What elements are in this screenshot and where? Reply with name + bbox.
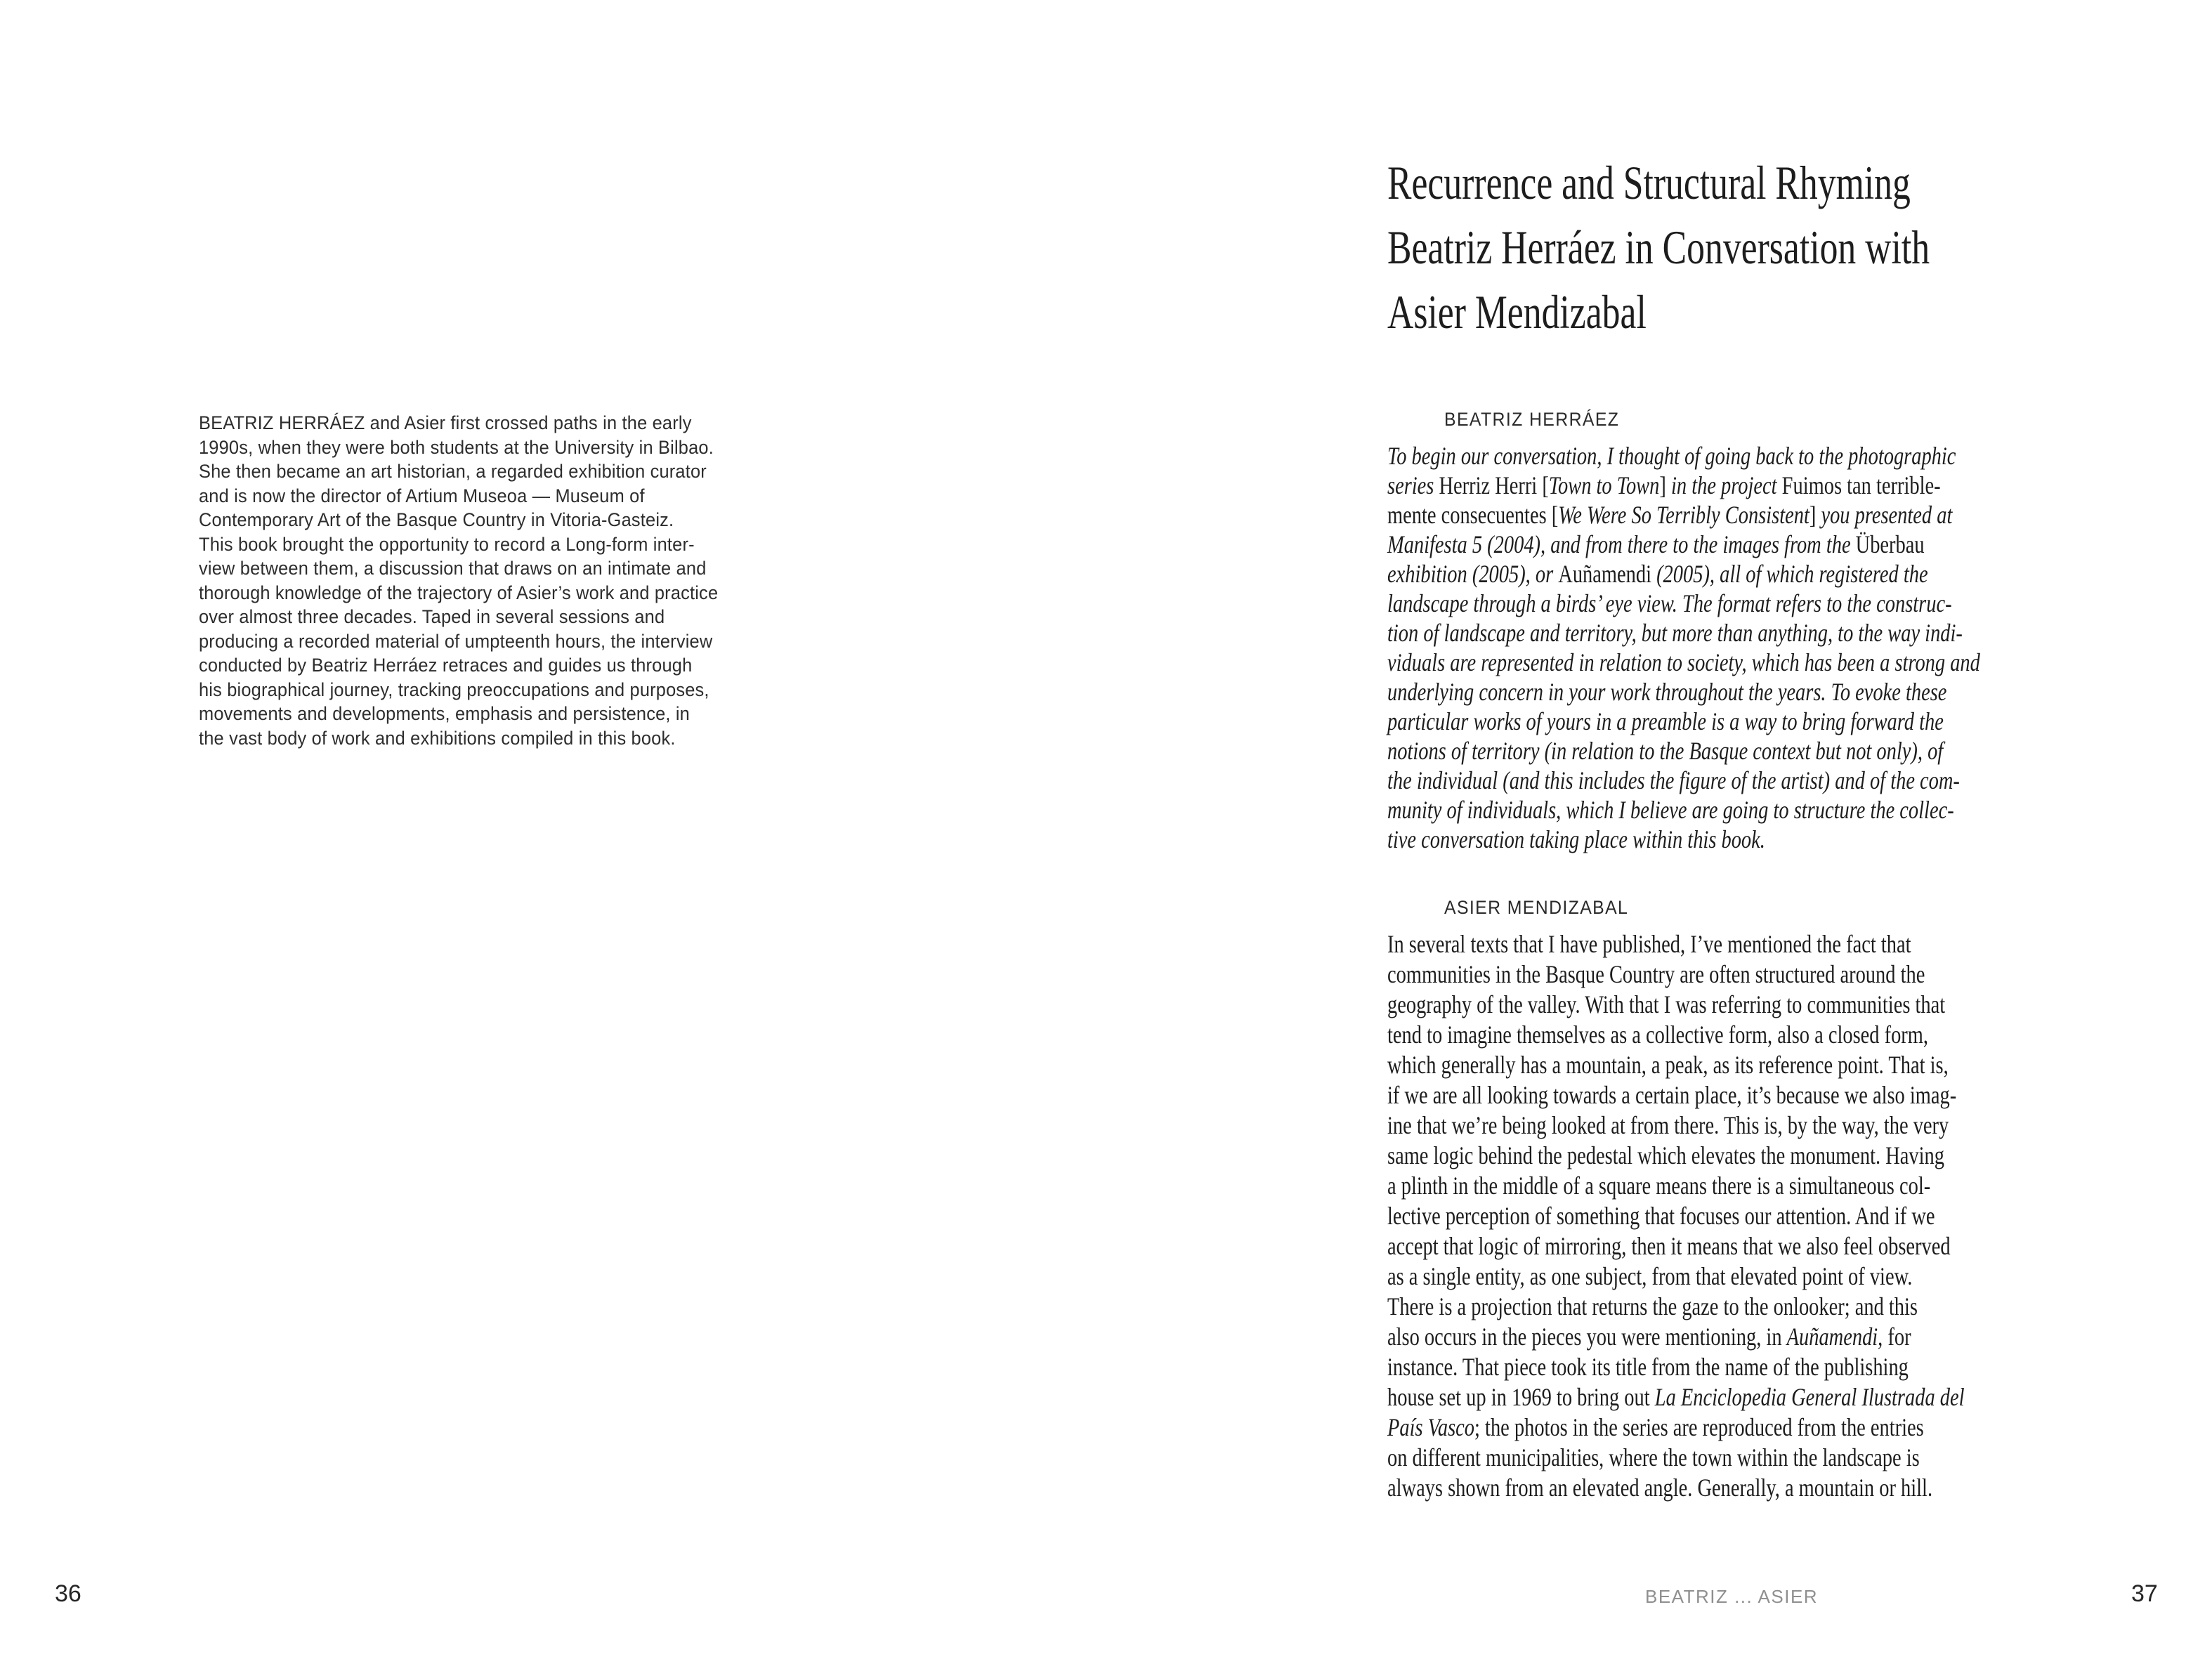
text-segment: La Enciclopedia General Ilustrada del — [1654, 1383, 1965, 1411]
text-line — [1387, 707, 1980, 736]
text-segment: lective perception of something that focuses our attention. And if we — [1387, 1202, 1935, 1230]
text-line: thorough knowledge of the trajectory of Asier’s work and practice — [199, 582, 719, 603]
text-segment: (2005), all of which registered the — [1656, 560, 1928, 588]
text-segment: the individual (and this includes the figure of the artist) and of the com- — [1387, 766, 1960, 794]
text-segment: Herriz Herri [ — [1439, 471, 1549, 499]
text-segment: tion of landscape and territory, but more than anything, to the way indi- — [1387, 619, 1963, 647]
text-segment: ] — [1659, 471, 1671, 499]
text-line — [1387, 648, 1980, 677]
text-line: conducted by Beatriz Herráez retraces and guides us through — [199, 655, 693, 676]
text-segment: you presented at — [1821, 501, 1953, 529]
text-line: Contemporary Art of the Basque Country in Vitoria-Gasteiz. — [199, 509, 674, 530]
page-number-left: 36 — [55, 1580, 81, 1607]
text-segment: ine that we’re being looked at from there. This is, by the way, the very — [1387, 1111, 1949, 1139]
text-segment: if we are all looking towards a certain place, it’s because we also imag- — [1387, 1081, 1957, 1109]
text-segment: particular works of yours in a preamble is a way to bring forward the — [1387, 707, 1944, 735]
text-line — [1387, 795, 1980, 825]
text-line — [1387, 1080, 1965, 1110]
text-segment: instance. That piece took its title from the name of the publishing — [1387, 1353, 1909, 1381]
text-line — [1387, 1171, 1965, 1201]
text-segment: for — [1883, 1323, 1911, 1351]
text-segment: ] — [1809, 501, 1821, 529]
text-line: Asier Mendizabal — [1387, 285, 1647, 339]
text-line — [1387, 471, 1980, 500]
text-line: 1990s, when they were both students at the University in Bilbao. — [199, 436, 714, 458]
text-segment: in the project — [1670, 471, 1782, 499]
text-line — [1387, 990, 1965, 1020]
text-segment: mente consecuentes [ — [1387, 501, 1559, 529]
text-segment: viduals are represented in relation to society, which has been a strong and — [1387, 648, 1980, 676]
text-line — [1387, 500, 1980, 530]
text-line: producing a recorded material of umpteenth hours, the interview — [199, 630, 713, 652]
text-segment: geography of the valley. With that I was referring to communities that — [1387, 990, 1946, 1018]
text-segment: munity of individuals, which I believe are going to structure the collec- — [1387, 796, 1954, 824]
text-segment: which generally has a mountain, a peak, as its reference point. That is, — [1387, 1051, 1949, 1079]
text-segment: underlying concern in your work throughout the years. To evoke these — [1387, 678, 1947, 706]
text-segment: Manifesta 5 (2004), and from there to the images from the — [1387, 530, 1856, 558]
speaker-label-asier: ASIER MENDIZABAL — [1444, 897, 1629, 918]
text-segment: We Were So Terribly Consistent — [1558, 501, 1809, 529]
text-segment: Auñamendi — [1558, 560, 1657, 588]
text-line — [1387, 1292, 1965, 1322]
text-line — [1387, 1141, 1965, 1171]
text-line — [1387, 618, 1980, 648]
text-line: his biographical journey, tracking preoccupations and purposes, — [199, 678, 709, 700]
text-segment: tive conversation taking place within this book. — [1387, 825, 1765, 853]
speaker-label-beatriz: BEATRIZ HERRÁEZ — [1444, 409, 1620, 430]
text-line — [1387, 1352, 1965, 1382]
text-segment: There is a projection that returns the gaze to the onlooker; and this — [1387, 1292, 1918, 1320]
text-line: and is now the director of Artium Museoa — Museum of — [199, 485, 645, 506]
text-line — [1387, 766, 1980, 795]
running-title: BEATRIZ ... ASIER — [1645, 1586, 1819, 1607]
text-line — [1387, 677, 1980, 707]
text-segment: notions of territory (in relation to the Basque context but not only), of — [1387, 737, 1944, 765]
text-segment: Überbau — [1855, 530, 1925, 558]
text-line: BEATRIZ HERRÁEZ and Asier first crossed paths in the early — [199, 412, 692, 433]
text-segment: as a single entity, as one subject, from that elevated point of view. — [1387, 1262, 1913, 1290]
text-segment: same logic behind the pedestal which elevates the monument. Having — [1387, 1141, 1944, 1169]
text-line: This book brought the opportunity to record a Long-form inter- — [199, 533, 695, 555]
text-line: Beatriz Herráez in Conversation with — [1387, 221, 1930, 274]
text-segment: also occurs in the pieces you were mentioning, in — [1387, 1323, 1787, 1351]
dialogue-paragraph-beatriz — [1387, 441, 1980, 854]
text-line — [1387, 1050, 1965, 1080]
text-line: the vast body of work and exhibitions compiled in this book. — [199, 727, 676, 749]
text-segment: a plinth in the middle of a square means there is a simultaneous col- — [1387, 1172, 1931, 1200]
text-segment: communities in the Basque Country are often structured around the — [1387, 960, 1925, 988]
text-line — [1387, 1110, 1965, 1141]
text-line: view between them, a discussion that draws on an intimate and — [199, 558, 707, 579]
text-line — [1387, 1473, 1965, 1503]
chapter-title — [1387, 150, 1930, 344]
text-segment: always shown from an elevated angle. Generally, a mountain or hill. — [1387, 1474, 1933, 1502]
text-line: movements and developments, emphasis and persistence, in — [199, 703, 690, 724]
text-line — [1387, 1020, 1965, 1050]
text-segment: exhibition (2005), or — [1387, 560, 1559, 588]
text-line — [1387, 959, 1965, 990]
text-line — [1387, 589, 1980, 618]
text-line — [1387, 530, 1980, 559]
text-line — [1387, 929, 1965, 959]
page-number-right: 37 — [2131, 1580, 2158, 1607]
text-line — [1387, 825, 1980, 854]
text-segment: ; the photos in the series are reproduced from the entries — [1474, 1413, 1924, 1441]
text-line — [1387, 736, 1980, 766]
text-line: over almost three decades. Taped in several sessions and — [199, 606, 665, 627]
text-line — [1387, 1231, 1965, 1261]
text-segment: País Vasco — [1387, 1413, 1475, 1441]
text-line — [1387, 1322, 1965, 1352]
text-segment: house set up in 1969 to bring out — [1387, 1383, 1655, 1411]
text-line — [1387, 1443, 1965, 1473]
text-segment: Fuimos tan terrible- — [1781, 471, 1941, 499]
text-line — [1387, 1382, 1965, 1412]
text-segment: Auñamendi, — [1786, 1323, 1883, 1351]
text-line — [1387, 1261, 1965, 1292]
text-segment: on different municipalities, where the town within the landscape is — [1387, 1443, 1920, 1471]
text-segment: Town to Town — [1548, 471, 1660, 499]
text-line — [1387, 1201, 1965, 1231]
text-segment: series — [1387, 471, 1439, 499]
text-segment: accept that logic of mirroring, then it means that we also feel observed — [1387, 1232, 1951, 1260]
text-segment: In several texts that I have published, I’ve mentioned the fact that — [1387, 930, 1911, 958]
text-segment: tend to imagine themselves as a collective form, also a closed form, — [1387, 1021, 1929, 1049]
text-segment: landscape through a birds’ eye view. The format refers to the construc- — [1387, 589, 1952, 617]
text-segment: To begin our conversation, I thought of going back to the photographic — [1387, 442, 1956, 470]
intro-paragraph — [199, 411, 718, 750]
dialogue-paragraph-asier — [1387, 929, 1965, 1503]
text-line: Recurrence and Structural Rhyming — [1387, 156, 1911, 209]
text-line: She then became an art historian, a regarded exhibition curator — [199, 461, 707, 482]
text-line — [1387, 559, 1980, 589]
text-line — [1387, 441, 1980, 471]
text-line — [1387, 1412, 1965, 1443]
